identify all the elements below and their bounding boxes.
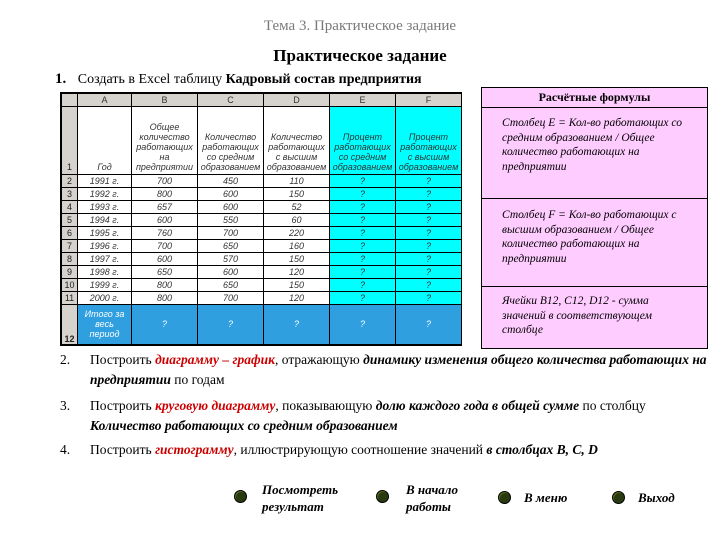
table-cell[interactable]: 1994 г. [78,214,132,227]
formula-totals [502,294,692,338]
task-text-part: , отражающую [275,352,364,367]
table-row [62,239,462,252]
bullet-icon [234,490,247,503]
table-cell[interactable]: ? [330,239,396,252]
table-cell[interactable]: 600 [198,188,264,201]
back-to-start-button[interactable] [376,481,486,521]
task-1-text: Создать в Excel таблицу [77,72,223,87]
table-cell[interactable]: 700 [132,239,198,252]
table-cell[interactable]: 650 [132,265,198,278]
table-cell[interactable]: ? [330,175,396,188]
row-number[interactable]: 4 [62,201,78,214]
table-cell[interactable]: 60 [264,214,330,227]
table-cell[interactable]: ? [330,188,396,201]
task-4-text [90,440,710,460]
table-cell[interactable]: 600 [132,252,198,265]
column-letter[interactable]: B [132,94,198,107]
task-4 [60,440,710,462]
table-cell[interactable]: 2000 г. [78,291,132,304]
task-text-part: по столбцу [579,398,646,413]
task-text-part: , показывающую [275,398,376,413]
table-cell[interactable]: 600 [198,265,264,278]
row-number[interactable]: 10 [62,278,78,291]
table-cell[interactable]: ? [396,304,462,344]
column-letter[interactable]: E [330,94,396,107]
table-cell[interactable]: 450 [198,175,264,188]
column-header[interactable]: Год [78,106,132,174]
column-letter[interactable]: D [264,94,330,107]
view-result-button[interactable] [234,481,354,521]
table-cell[interactable]: 110 [264,175,330,188]
total-row [62,304,462,344]
table-cell[interactable]: 1992 г. [78,188,132,201]
task-emphasis: долю каждого года в общей сумме [375,398,580,413]
formula-totals-text: - сумма значений в соответствующем столбце [502,295,652,336]
task-emphasis: в столбцах B, C, D [486,442,598,457]
task-emphasis: динамику изменения общего количества работающих на предприятии [90,352,707,387]
bullet-icon [612,491,625,504]
table-cell[interactable]: ? [330,227,396,240]
table-cell[interactable]: ? [396,278,462,291]
task-2-number: 2. [60,352,71,367]
table-row [62,265,462,278]
task-1-number: 1. [55,71,67,87]
table-cell[interactable]: 700 [198,227,264,240]
table-row [62,175,462,188]
table-cell[interactable]: ? [330,201,396,214]
back-to-start-label: В начало работы [406,482,458,514]
formula-totals-cells: Ячейки B12, C12, D12 [502,295,609,307]
task-1 [55,71,422,88]
table-cell[interactable]: 150 [264,252,330,265]
task-text-part: Построить [90,442,156,457]
column-header[interactable]: Общее количество работающих на предприятии [132,106,198,174]
table-cell[interactable]: 1995 г. [78,227,132,240]
table-cell[interactable]: 760 [132,227,198,240]
table-cell[interactable]: 1996 г. [78,239,132,252]
row-number[interactable]: 12 [62,304,78,344]
table-cell[interactable]: ? [396,188,462,201]
table-cell[interactable]: 1991 г. [78,175,132,188]
task-highlight: круговую диаграмму [155,398,276,413]
divider [482,198,707,199]
exit-button[interactable] [612,489,692,511]
topic-heading: Тема 3. Практическое задание [263,18,457,34]
task-4-number: 4. [60,442,71,457]
table-cell[interactable]: 800 [132,291,198,304]
table-cell[interactable]: ? [396,201,462,214]
table-cell[interactable]: 220 [264,227,330,240]
table-cell[interactable]: 600 [132,214,198,227]
table-cell[interactable]: 800 [132,188,198,201]
table-cell[interactable]: ? [330,252,396,265]
table-cell[interactable]: 120 [264,291,330,304]
divider [482,286,707,287]
table-row [62,252,462,265]
column-letter[interactable] [62,94,78,107]
table-cell[interactable]: 550 [198,214,264,227]
table-cell[interactable]: 1997 г. [78,252,132,265]
table-cell[interactable]: ? [330,265,396,278]
column-header[interactable]: Количество работающих со средним образованием [198,106,264,174]
page-title: Практическое задание [273,46,447,65]
formula-column-f: Столбец F = Кол-во работающих с высшим образованием / Общее количество работающих на предприятии [502,209,677,265]
exit-label: Выход [638,490,675,505]
task-highlight: гистограмму [155,442,234,457]
table-cell[interactable]: ? [132,304,198,344]
column-header[interactable]: Процент работающих со средним образованием [330,106,396,174]
table-cell[interactable]: 700 [198,291,264,304]
table-cell[interactable]: 150 [264,188,330,201]
table-cell[interactable]: ? [330,278,396,291]
row-number[interactable]: 9 [62,265,78,278]
table-cell[interactable]: 570 [198,252,264,265]
table-cell[interactable]: 700 [132,175,198,188]
table-row [62,291,462,304]
table-cell[interactable]: 650 [198,239,264,252]
total-label[interactable]: Итого за весь период [78,304,132,344]
table-cell[interactable]: ? [264,304,330,344]
table-cell[interactable]: 52 [264,201,330,214]
task-emphasis: Количество работающих со средним образованием [90,418,398,433]
row-number[interactable]: 8 [62,252,78,265]
staff-table [61,93,462,345]
task-text-part: , иллюстрирующую соотношение значений [233,442,487,457]
table-cell[interactable]: 1999 г. [78,278,132,291]
column-letter[interactable]: C [198,94,264,107]
task-3-text [90,396,710,436]
menu-label: В меню [524,490,568,505]
table-cell[interactable]: ? [396,175,462,188]
table-cell[interactable]: 657 [132,201,198,214]
table-cell[interactable]: ? [396,265,462,278]
task-text-part: Построить [90,398,156,413]
column-letter[interactable]: A [78,94,132,107]
table-row [62,214,462,227]
menu-button[interactable] [498,489,588,511]
table-row [62,278,462,291]
table-row [62,227,462,240]
table-cell[interactable]: ? [396,291,462,304]
row-number[interactable]: 3 [62,188,78,201]
table-cell[interactable]: 600 [198,201,264,214]
header-row [62,106,462,174]
table-cell[interactable]: ? [330,214,396,227]
table-cell[interactable]: ? [396,227,462,240]
table-cell[interactable]: ? [330,291,396,304]
table-cell[interactable]: 1998 г. [78,265,132,278]
formulas-title: Расчётные формулы [482,88,707,108]
column-letters-row [62,94,462,107]
column-header[interactable]: Процент работающих с высшим образованием [396,106,462,174]
column-letter[interactable]: F [396,94,462,107]
row-number[interactable]: 1 [62,106,78,174]
row-number[interactable]: 7 [62,239,78,252]
task-text-part: по годам [170,372,225,387]
table-cell[interactable]: 150 [264,278,330,291]
task-3-number: 3. [60,398,71,413]
table-cell[interactable]: ? [330,304,396,344]
formula-column-e: Столбец E = Кол-во работающих со средним образованием / Общее количество работающих на предприятии [502,117,682,173]
bullet-icon [498,491,511,504]
row-number[interactable]: 6 [62,227,78,240]
table-cell[interactable]: 650 [198,278,264,291]
bullet-icon [376,490,389,503]
table-cell[interactable]: ? [198,304,264,344]
excel-table-image [60,92,462,346]
row-number[interactable]: 11 [62,291,78,304]
task-2-text [90,350,710,390]
table-cell[interactable]: ? [396,214,462,227]
task-highlight: диаграмму – график [155,352,275,367]
row-number[interactable]: 5 [62,214,78,227]
task-3 [60,396,710,438]
table-cell[interactable]: 1993 г. [78,201,132,214]
table-cell[interactable]: ? [396,252,462,265]
table-row [62,188,462,201]
table-cell[interactable]: 160 [264,239,330,252]
formulas-panel [481,87,708,349]
row-number[interactable]: 2 [62,175,78,188]
column-header[interactable]: Количество работающих с высшим образованием [264,106,330,174]
task-2 [60,350,710,392]
view-result-label: Посмотреть результат [262,482,339,514]
table-cell[interactable]: ? [396,239,462,252]
table-cell[interactable]: 120 [264,265,330,278]
table-row [62,201,462,214]
task-text-part: Построить [90,352,156,367]
task-1-bold: Кадровый состав предприятия [225,72,422,87]
table-cell[interactable]: 800 [132,278,198,291]
